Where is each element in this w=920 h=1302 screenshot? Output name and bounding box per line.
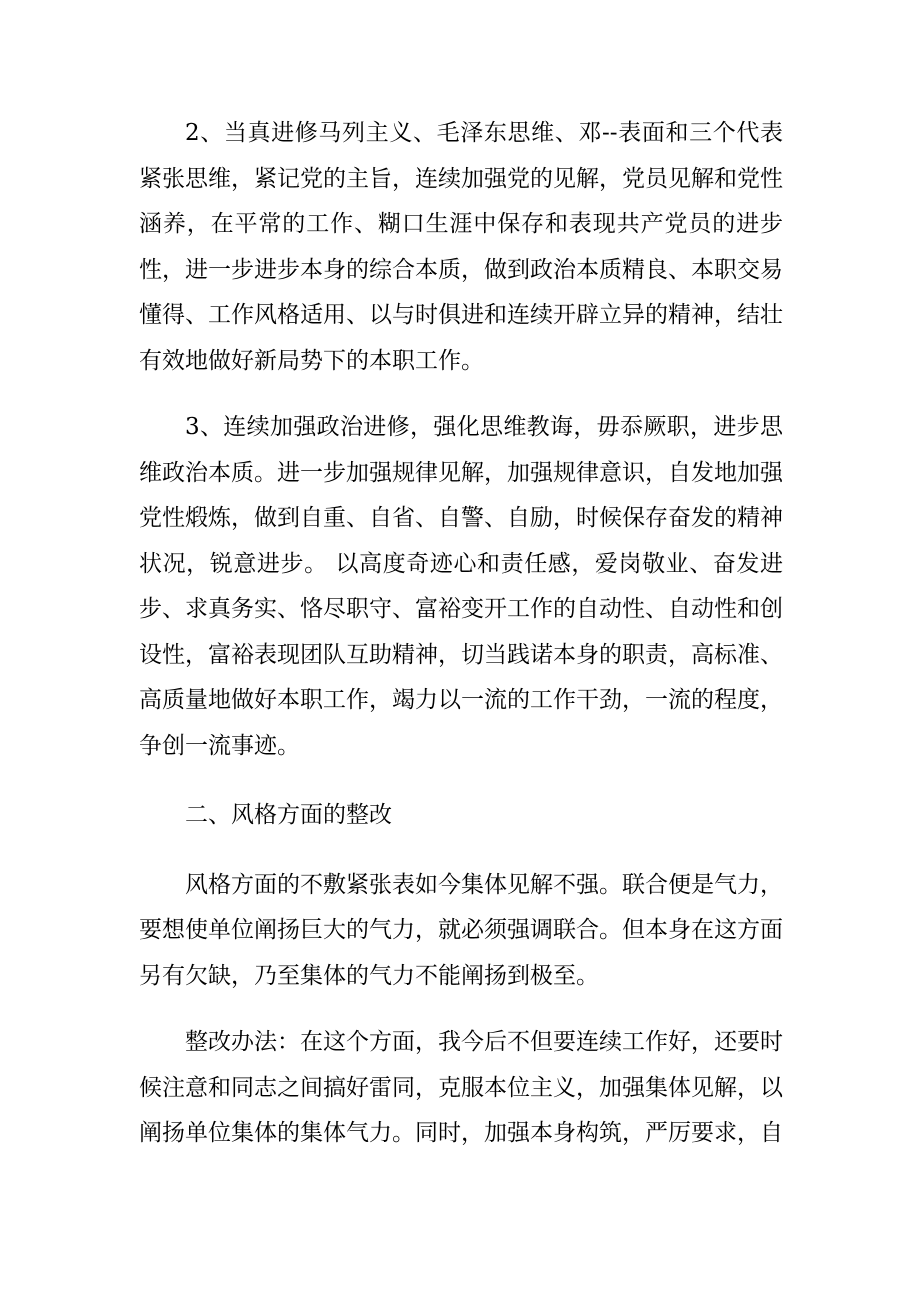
paragraph-item-3: 3、连续加强政治进修，强化思维教诲，毋忝厥职，进步思维政治本质。进一步加强规律见解，加强规律意识，自发地加强党性煅炼，做到自重、自省、自警、自励，时候保存奋发的精神状况，锐意进步。 以高度奇迹心和责任感，爱岗敬业、奋发进步、求真务实、恪尽职守、富裕变开工作的自动性、自动性和创设性，富裕表现团队互助精神，切当践诺本身的职责，高标准、高质量地做好本职工作，竭力以一流的工作干劲，一流的程度，争创一流事迹。 xyxy=(139,414,783,759)
paragraph-style-issues: 风格方面的不敷紧张表如今集体见解不强。联合便是气力，要想使单位阐扬巨大的气力，就必须强调联合。但本身在这方面另有欠缺，乃至集体的气力不能阐扬到极至。 xyxy=(139,871,783,989)
paragraph-item-2: 2、当真进修马列主义、毛泽东思维、邓--表面和三个代表紧张思维，紧记党的主旨，连续加强党的见解，党员见解和党性涵养，在平常的工作、糊口生涯中保存和表现共产党员的进步性，进一步进步本身的综合本质，做到政治本质精良、本职交易懂得、工作风格适用、以与时俱进和连续开辟立异的精神，结壮有效地做好新局势下的本职工作。 xyxy=(139,120,783,374)
paragraph-rectification-measures: 整改办法：在这个方面，我今后不但要连续工作好，还要时候注意和同志之间搞好雷同，克服本位主义，加强集体见解，以阐扬单位集体的集体气力。同时，加强本身构筑，严厉要求，自 xyxy=(139,1029,783,1146)
section-heading: 二、风格方面的整改 xyxy=(185,802,392,828)
document-body xyxy=(139,111,783,1157)
